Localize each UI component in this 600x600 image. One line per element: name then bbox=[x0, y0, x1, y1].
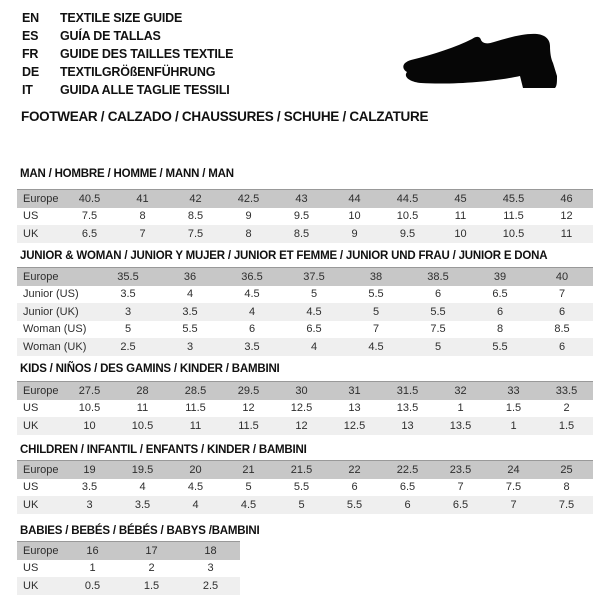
size-cell: 5 bbox=[345, 303, 407, 321]
size-cell: 11.5 bbox=[185, 402, 206, 415]
size-cell: 0.5 bbox=[63, 577, 122, 595]
size-cell: 7 bbox=[457, 481, 464, 494]
size-cell: 22 bbox=[328, 461, 381, 479]
size-cell: 1 bbox=[457, 402, 464, 415]
size-cell: 44 bbox=[328, 190, 381, 208]
size-table-section bbox=[17, 525, 593, 595]
size-cell: 25 bbox=[540, 461, 593, 479]
row-label-cell: UK bbox=[17, 417, 63, 435]
row-label-cell: US bbox=[23, 562, 39, 575]
table-row bbox=[17, 338, 593, 356]
size-cell: 7 bbox=[487, 496, 540, 514]
size-cell: 3.5 bbox=[120, 288, 136, 301]
size-cell: 12 bbox=[275, 417, 328, 435]
size-table bbox=[17, 541, 240, 595]
language-code: FR bbox=[22, 47, 39, 61]
size-cell: 12 bbox=[560, 210, 573, 223]
table-row bbox=[17, 225, 593, 243]
row-label-cell: Europe bbox=[17, 268, 97, 286]
row-label-cell: Woman (US) bbox=[23, 323, 87, 336]
size-cell: 39 bbox=[469, 268, 531, 286]
table-row bbox=[17, 400, 593, 418]
size-cell: 1 bbox=[487, 417, 540, 435]
size-cell: 7 bbox=[116, 225, 169, 243]
size-cell: 4 bbox=[139, 481, 146, 494]
row-label-cell: UK bbox=[17, 225, 63, 243]
size-cell: 38 bbox=[345, 268, 407, 286]
size-cell: 19.5 bbox=[116, 461, 169, 479]
size-table-title: BABIES / BEBÉS / BÉBÉS / BABYS /BAMBINI bbox=[20, 525, 260, 537]
table-row bbox=[17, 190, 593, 208]
size-cell: 6.5 bbox=[306, 323, 322, 336]
size-cell: 5.5 bbox=[182, 323, 198, 336]
row-label-cell: UK bbox=[17, 496, 63, 514]
row-label-cell: US bbox=[23, 210, 39, 223]
size-cell: 16 bbox=[63, 542, 122, 560]
size-cell: 6 bbox=[351, 481, 358, 494]
size-cell: 1.5 bbox=[122, 577, 181, 595]
size-cell: 38.5 bbox=[407, 268, 469, 286]
category-title: FOOTWEAR / CALZADO / CHAUSSURES / SCHUHE / CALZATURE bbox=[21, 109, 429, 124]
size-cell: 11 bbox=[136, 402, 149, 415]
size-cell: 8.5 bbox=[554, 323, 570, 336]
table-row bbox=[17, 208, 593, 226]
size-cell: 10.5 bbox=[487, 225, 540, 243]
size-cell: 1.5 bbox=[505, 402, 522, 415]
size-cell: 5.5 bbox=[469, 338, 531, 356]
row-label-cell: US bbox=[23, 402, 39, 415]
language-list bbox=[22, 9, 233, 99]
size-table-section bbox=[17, 250, 593, 356]
row-label-cell: US bbox=[23, 481, 39, 494]
size-cell: 44.5 bbox=[381, 190, 434, 208]
size-cell: 9 bbox=[245, 210, 252, 223]
size-cell: 2.5 bbox=[181, 577, 240, 595]
size-cell: 12.5 bbox=[290, 402, 313, 415]
size-cell: 36 bbox=[159, 268, 221, 286]
table-row bbox=[17, 577, 240, 595]
size-cell: 28.5 bbox=[169, 382, 222, 400]
dress-shoe-icon bbox=[399, 32, 575, 94]
size-cell: 4.5 bbox=[345, 338, 407, 356]
table-row bbox=[17, 417, 593, 435]
size-cell: 5 bbox=[407, 338, 469, 356]
size-cell: 2 bbox=[148, 562, 155, 575]
table-row bbox=[17, 303, 593, 321]
size-table-section bbox=[17, 168, 593, 243]
table-row bbox=[17, 286, 593, 304]
size-cell: 20 bbox=[169, 461, 222, 479]
size-cell: 13.5 bbox=[396, 402, 419, 415]
size-cell: 6 bbox=[531, 338, 593, 356]
size-table bbox=[17, 381, 593, 435]
size-table bbox=[17, 189, 593, 243]
language-code: IT bbox=[22, 83, 33, 97]
size-cell: 6 bbox=[531, 303, 593, 321]
size-cell: 33.5 bbox=[540, 382, 593, 400]
size-cell: 1 bbox=[89, 562, 96, 575]
size-cell: 40 bbox=[531, 268, 593, 286]
size-cell: 5.5 bbox=[407, 303, 469, 321]
size-cell: 3 bbox=[207, 562, 214, 575]
size-cell: 5 bbox=[124, 323, 132, 336]
size-cell: 43 bbox=[275, 190, 328, 208]
size-cell: 6 bbox=[248, 323, 256, 336]
size-cell: 3 bbox=[159, 338, 221, 356]
size-cell: 30 bbox=[275, 382, 328, 400]
size-cell: 12 bbox=[242, 402, 255, 415]
size-cell: 8.5 bbox=[187, 210, 204, 223]
size-cell: 46 bbox=[540, 190, 593, 208]
size-cell: 10 bbox=[348, 210, 361, 223]
size-cell: 18 bbox=[181, 542, 240, 560]
size-cell: 7.5 bbox=[430, 323, 446, 336]
size-cell: 3 bbox=[63, 496, 116, 514]
table-row bbox=[17, 268, 593, 286]
size-cell: 11 bbox=[454, 210, 467, 223]
size-cell: 7 bbox=[372, 323, 380, 336]
language-label: GUIDA ALLE TAGLIE TESSILI bbox=[60, 83, 230, 97]
size-cell: 4 bbox=[283, 338, 345, 356]
size-table-title: JUNIOR & WOMAN / JUNIOR Y MUJER / JUNIOR ET FEMME / JUNIOR UND FRAU / JUNIOR E DONA bbox=[20, 250, 548, 262]
size-cell: 29.5 bbox=[222, 382, 275, 400]
row-label-cell: Junior (UK) bbox=[17, 303, 97, 321]
size-cell: 7 bbox=[558, 288, 566, 301]
size-cell: 36.5 bbox=[221, 268, 283, 286]
size-cell: 7.5 bbox=[81, 210, 98, 223]
size-cell: 11.5 bbox=[222, 417, 275, 435]
size-cell: 13 bbox=[381, 417, 434, 435]
size-cell: 2 bbox=[563, 402, 570, 415]
size-cell: 11 bbox=[169, 417, 222, 435]
row-label-cell: Junior (US) bbox=[23, 288, 79, 301]
language-label: GUÍA DE TALLAS bbox=[60, 29, 161, 43]
language-row bbox=[22, 45, 233, 63]
row-label-cell: Woman (UK) bbox=[17, 338, 97, 356]
size-cell: 3.5 bbox=[81, 481, 98, 494]
size-cell: 31 bbox=[328, 382, 381, 400]
table-row bbox=[17, 542, 240, 560]
size-cell: 6.5 bbox=[399, 481, 416, 494]
size-cell: 5 bbox=[245, 481, 252, 494]
size-cell: 3.5 bbox=[159, 303, 221, 321]
size-cell: 42 bbox=[169, 190, 222, 208]
size-cell: 5.5 bbox=[368, 288, 384, 301]
size-cell: 6.5 bbox=[434, 496, 487, 514]
size-cell: 6 bbox=[381, 496, 434, 514]
size-cell: 4.5 bbox=[222, 496, 275, 514]
size-cell: 33 bbox=[487, 382, 540, 400]
size-cell: 21 bbox=[222, 461, 275, 479]
language-label: TEXTILE SIZE GUIDE bbox=[60, 11, 183, 25]
size-cell: 6 bbox=[434, 288, 442, 301]
size-cell: 4.5 bbox=[244, 288, 260, 301]
size-cell: 8 bbox=[563, 481, 570, 494]
size-table-title: KIDS / NIÑOS / DES GAMINS / KINDER / BAMBINI bbox=[20, 363, 280, 375]
table-row bbox=[17, 461, 593, 479]
row-label-cell: Europe bbox=[17, 382, 63, 400]
size-cell: 8 bbox=[139, 210, 146, 223]
size-cell: 11.5 bbox=[503, 210, 524, 223]
table-row bbox=[17, 382, 593, 400]
row-label-cell: Europe bbox=[17, 190, 63, 208]
size-cell: 6.5 bbox=[63, 225, 116, 243]
size-cell: 21.5 bbox=[275, 461, 328, 479]
size-cell: 41 bbox=[116, 190, 169, 208]
size-table bbox=[17, 460, 593, 514]
size-cell: 7.5 bbox=[505, 481, 522, 494]
size-cell: 23.5 bbox=[434, 461, 487, 479]
size-table-section bbox=[17, 444, 593, 514]
language-label: GUIDE DES TAILLES TEXTILE bbox=[60, 47, 234, 61]
size-cell: 3 bbox=[97, 303, 159, 321]
size-cell: 19 bbox=[63, 461, 116, 479]
table-row bbox=[17, 479, 593, 497]
size-cell: 11 bbox=[540, 225, 593, 243]
size-cell: 37.5 bbox=[283, 268, 345, 286]
size-cell: 4 bbox=[186, 288, 194, 301]
size-cell: 10.5 bbox=[78, 402, 101, 415]
row-label-cell: Europe bbox=[17, 542, 63, 560]
size-cell: 12.5 bbox=[328, 417, 381, 435]
size-table-section bbox=[17, 363, 593, 435]
table-row bbox=[17, 496, 593, 514]
size-cell: 32 bbox=[434, 382, 487, 400]
size-cell: 7.5 bbox=[540, 496, 593, 514]
language-row bbox=[22, 27, 233, 45]
row-label-cell: Europe bbox=[17, 461, 63, 479]
table-row bbox=[17, 560, 240, 578]
language-label: TEXTILGRÖßENFÜHRUNG bbox=[60, 65, 216, 79]
size-table bbox=[17, 267, 593, 356]
size-cell: 9.5 bbox=[381, 225, 434, 243]
size-cell: 10 bbox=[63, 417, 116, 435]
size-cell: 5 bbox=[275, 496, 328, 514]
size-cell: 7.5 bbox=[169, 225, 222, 243]
language-code: DE bbox=[22, 65, 39, 79]
size-table-title: CHILDREN / INFANTIL / ENFANTS / KINDER / BAMBINI bbox=[20, 444, 307, 456]
size-cell: 4 bbox=[221, 303, 283, 321]
size-cell: 10.5 bbox=[116, 417, 169, 435]
size-cell: 3.5 bbox=[116, 496, 169, 514]
size-cell: 6.5 bbox=[492, 288, 508, 301]
size-cell: 5.5 bbox=[293, 481, 310, 494]
size-cell: 4.5 bbox=[187, 481, 204, 494]
size-cell: 45.5 bbox=[487, 190, 540, 208]
size-cell: 42.5 bbox=[222, 190, 275, 208]
table-row bbox=[17, 321, 593, 339]
size-cell: 3.5 bbox=[221, 338, 283, 356]
size-cell: 4.5 bbox=[283, 303, 345, 321]
size-cell: 10 bbox=[434, 225, 487, 243]
size-cell: 2.5 bbox=[97, 338, 159, 356]
size-cell: 45 bbox=[434, 190, 487, 208]
size-cell: 9 bbox=[328, 225, 381, 243]
size-cell: 8.5 bbox=[275, 225, 328, 243]
size-cell: 4 bbox=[169, 496, 222, 514]
size-cell: 5.5 bbox=[328, 496, 381, 514]
size-cell: 27.5 bbox=[63, 382, 116, 400]
size-cell: 40.5 bbox=[63, 190, 116, 208]
size-cell: 13.5 bbox=[434, 417, 487, 435]
language-row bbox=[22, 81, 233, 99]
size-cell: 10.5 bbox=[396, 210, 419, 223]
language-row bbox=[22, 9, 233, 27]
size-cell: 1.5 bbox=[540, 417, 593, 435]
language-code: EN bbox=[22, 11, 39, 25]
size-cell: 8 bbox=[222, 225, 275, 243]
size-cell: 35.5 bbox=[97, 268, 159, 286]
size-cell: 17 bbox=[122, 542, 181, 560]
size-cell: 22.5 bbox=[381, 461, 434, 479]
size-cell: 24 bbox=[487, 461, 540, 479]
size-table-title: MAN / HOMBRE / HOMME / MANN / MAN bbox=[20, 168, 234, 180]
size-cell: 8 bbox=[496, 323, 504, 336]
language-row bbox=[22, 63, 233, 81]
size-cell: 5 bbox=[310, 288, 318, 301]
size-cell: 28 bbox=[116, 382, 169, 400]
language-code: ES bbox=[22, 29, 39, 43]
size-cell: 31.5 bbox=[381, 382, 434, 400]
size-cell: 13 bbox=[348, 402, 361, 415]
size-cell: 6 bbox=[469, 303, 531, 321]
row-label-cell: UK bbox=[17, 577, 63, 595]
size-cell: 9.5 bbox=[293, 210, 310, 223]
